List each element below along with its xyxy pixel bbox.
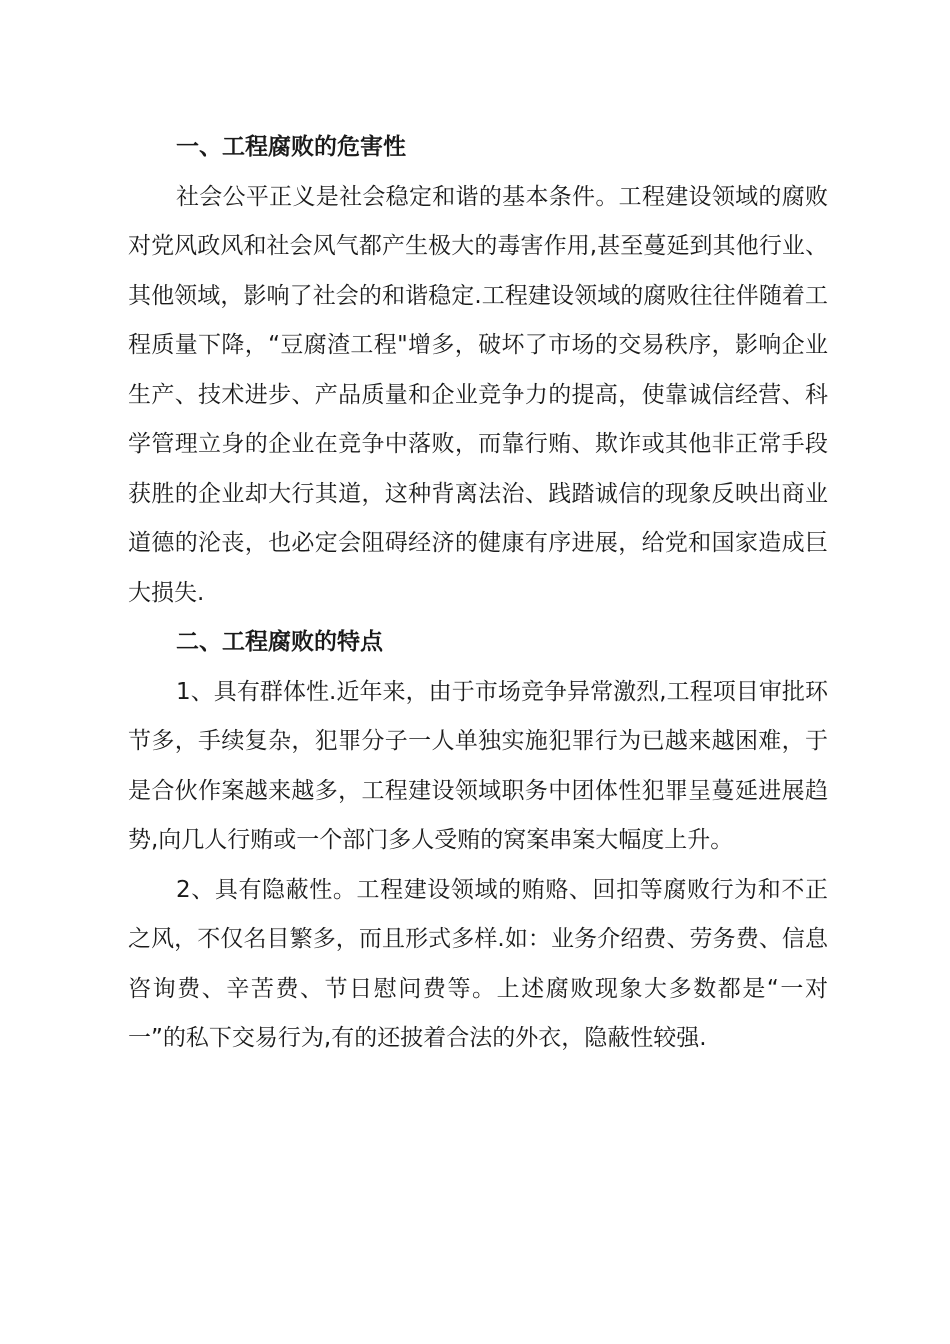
paragraph-harm: 社会公平正义是社会稳定和谐的基本条件。工程建设领域的腐败对党风政风和社会风气都产生极大的毒害作用,甚至蔓延到其他行业、其他领域，影响了社会的和谐稳定.工程建设领域的腐败往往伴随着工程质量下降，“豆腐渣工程"增多，破坏了市场的交易秩序，影响企业生产、技术进步、产品质量和企业竞争力的提高，使靠诚信经营、科学管理立身的企业在竞争中落败，而靠行贿、欺诈或其他非正常手段获胜的企业却大行其道，这种背离法治、践踏诚信的现象反映出商业道德的沦丧，也必定会阻碍经济的健康有序进展，给党和国家造成巨大损失.	[128, 183, 828, 606]
paragraph-feature-hidden: 2、具有隐蔽性。工程建设领域的贿赂、回扣等腐败行为和不正之风，不仅名目繁多，而且形式多样.如：业务介绍费、劳务费、信息咨询费、辛苦费、节日慰问费等。上述腐败现象大多数都是“一对一”的私下交易行为,有的还披着合法的外衣，隐蔽性较强.	[128, 876, 828, 1051]
section-heading-features: 二、工程腐败的特点	[176, 629, 383, 655]
document-body	[128, 123, 828, 1064]
paragraph-feature-group: 1、具有群体性.近年来，由于市场竞争异常激烈,工程项目审批环节多，手续复杂，犯罪分子一人单独实施犯罪行为已越来越困难，于是合伙作案越来越多，工程建设领域职务中团体性犯罪呈蔓延进展趋势,向几人行贿或一个部门多人受贿的窝案串案大幅度上升。	[128, 678, 828, 853]
section-heading-harm: 一、工程腐败的危害性	[176, 134, 406, 160]
